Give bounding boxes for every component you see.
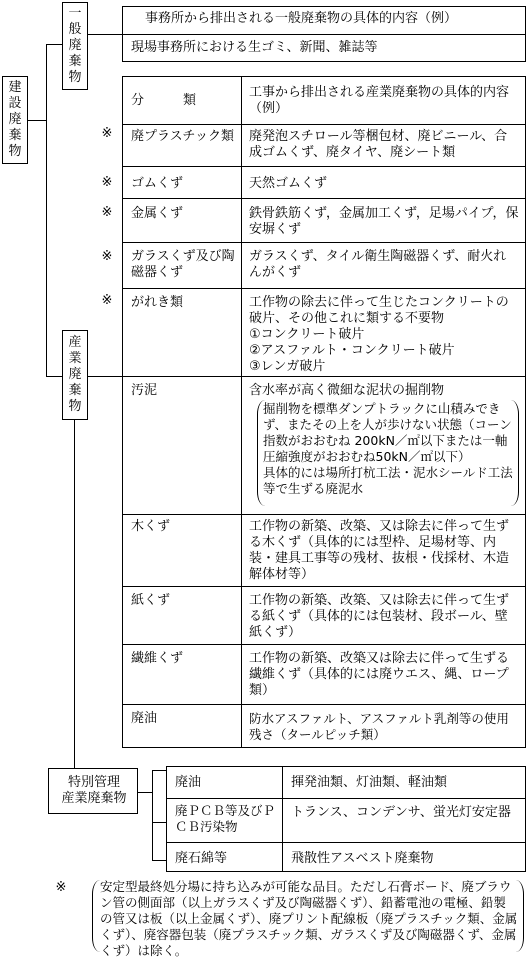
stable-landfill-mark: ※ xyxy=(101,293,113,308)
header-category: 分 類 xyxy=(131,93,197,108)
category-cell: 紙くず xyxy=(131,593,171,608)
tree-line xyxy=(74,420,75,765)
row-divider xyxy=(123,704,525,705)
root-label-char: 物 xyxy=(8,144,22,159)
category-cell: 金属くず xyxy=(131,206,184,221)
category-cell: 繊維くず xyxy=(131,651,184,666)
tree-line xyxy=(152,770,166,771)
row-divider xyxy=(167,798,525,799)
special-content-cell: 揮発油類、灯油類、軽油類 xyxy=(291,775,448,790)
category-cell: 木くず xyxy=(131,519,171,534)
general-waste-label-box xyxy=(62,2,88,90)
general-content: 現場事務所における生ゴミ、新聞、雑誌等 xyxy=(131,40,378,55)
root-label-char: 廃 xyxy=(8,112,22,127)
root-label-char: 建 xyxy=(8,80,22,95)
root-label-box xyxy=(2,76,28,164)
category-cell: ガラスくず及び陶磁器くず xyxy=(131,249,235,280)
row-divider xyxy=(167,842,525,843)
industrial-label-char: 棄 xyxy=(68,383,82,398)
stable-landfill-mark: ※ xyxy=(101,126,113,141)
content-cell: 防水アスファルト、アスファルト乳剤等の使用残さ（タールピッチ類） xyxy=(249,711,509,742)
content-cell: 工作物の新築、改築、又は除去に伴って生ずる紙くず（具体的には包装材、段ボール、壁紙くず） xyxy=(249,593,510,640)
tree-line xyxy=(46,376,62,377)
tree-line xyxy=(152,860,166,861)
special-category-cell: 廃ＰＣＢ等及びＰＣＢ汚染物 xyxy=(175,803,276,834)
category-cell: がれき類 xyxy=(131,295,184,310)
content-cell: 含水率が高く微細な泥状の掘削物 xyxy=(249,383,445,398)
content-cell: 天然ゴムくず xyxy=(249,176,328,191)
row-divider xyxy=(123,514,525,515)
content-cell: 工作物の新築、改築、又は除去に伴って生ずる木くず（具体的には型枠、足場材等、内装・建具工事等の残材、抜根・伐採材、木造解体材等） xyxy=(249,519,510,582)
tree-line xyxy=(152,770,153,860)
stable-landfill-mark: ※ xyxy=(101,205,113,220)
general-label-char: 廃 xyxy=(68,38,82,53)
industrial-label-char: 物 xyxy=(68,399,82,414)
general-header: 事務所から排出される一般廃棄物の具体的内容（例） xyxy=(145,11,458,26)
content-cell: 工作物の除去に伴って生じたコンクリートの破片、その他これに類する不要物 ①コンクリート破片 ②アスファルト・コンクリート破片 ③レンガ破片 xyxy=(249,295,509,374)
special-waste-table xyxy=(166,766,526,872)
category-cell: ゴムくず xyxy=(131,176,184,191)
industrial-label-char: 産 xyxy=(68,335,82,350)
column-divider xyxy=(241,77,242,747)
category-cell: 汚泥 xyxy=(131,383,158,398)
row-divider xyxy=(123,124,525,125)
root-label-char: 棄 xyxy=(8,128,22,143)
industrial-label-char: 業 xyxy=(68,351,82,366)
row-divider xyxy=(123,166,525,167)
row-divider xyxy=(123,198,525,199)
tree-line xyxy=(88,376,122,377)
content-cell: ガラスくず、タイル衛生陶磁器くず、耐火れんがくず xyxy=(249,249,507,280)
general-label-char: 棄 xyxy=(68,54,82,69)
stable-landfill-mark: ※ xyxy=(101,175,113,190)
tree-line xyxy=(88,34,122,35)
sludge-note: 掘削物を標準ダンプトラックに山積みできず、またその上を人が歩けない状態（コーン指数がおおむね 200kN／㎡以下または一軸圧縮強度がおおむね50kN／㎡以下） 具体的には場所打杭工法・泥水シールド工法等で生ずる廃泥水 xyxy=(263,401,513,496)
row-divider xyxy=(123,242,525,243)
row-divider xyxy=(123,376,525,377)
tree-line xyxy=(28,120,46,121)
industrial-label-char: 廃 xyxy=(68,367,82,382)
row-divider xyxy=(123,586,525,587)
tree-line xyxy=(46,44,47,376)
category-cell: 廃油 xyxy=(131,711,158,726)
header-content: 工事から排出される産業廃棄物の具体的内容（例） xyxy=(249,85,510,116)
special-category-cell: 廃石綿等 xyxy=(175,851,228,866)
general-label-char: 物 xyxy=(68,70,82,85)
special-category-cell: 廃油 xyxy=(175,775,202,790)
content-cell: 鉄骨鉄筋くず，金属加工くず，足場パイプ，保安塀くず xyxy=(249,206,519,237)
industrial-waste-label-box xyxy=(62,330,88,420)
special-content-cell: 飛散性アスベスト廃棄物 xyxy=(291,851,434,866)
root-label-char: 設 xyxy=(8,96,22,111)
footnote-text: 安定型最終処分場に持ち込みが可能な品目。ただし石膏ボード、廃ブラウン管の側面部（以上ガラスくず及び陶磁器くず）、鉛蓄電池の電極、鉛製の管又は板（以上金属くず）、廃プリント配線板（廃プラスチック類、金属くず）、廃容器包装（廃プラスチック類、ガラスくず及び陶磁器くず、金属くず）は除く。 xyxy=(100,879,518,958)
general-label-char: 般 xyxy=(68,22,82,37)
row-divider xyxy=(123,34,525,35)
content-cell: 工作物の新築、改築又は除去に伴って生ずる繊維くず（具体的には廃ウエス、縄、ロープ類） xyxy=(249,651,510,698)
tree-line xyxy=(46,44,62,45)
special-waste-label-box xyxy=(48,768,138,814)
general-waste-table xyxy=(122,6,526,62)
row-divider xyxy=(123,644,525,645)
row-divider xyxy=(123,288,525,289)
industrial-waste-table xyxy=(122,76,526,748)
footnote-mark: ※ xyxy=(55,880,67,895)
category-cell: 廃プラスチック類 xyxy=(131,129,234,144)
tree-line xyxy=(152,822,166,823)
stable-landfill-mark: ※ xyxy=(101,249,113,264)
content-cell: 廃発泡スチロール等梱包材、廃ビニール、合成ゴムくず、廃タイヤ、廃シート類 xyxy=(249,129,508,160)
tree-line xyxy=(138,792,152,793)
general-label-char: 一 xyxy=(68,6,82,21)
special-content-cell: トランス、コンデンサ、蛍光灯安定器 xyxy=(291,805,511,820)
special-label: 特別管理 産業廃棄物 xyxy=(61,775,127,806)
